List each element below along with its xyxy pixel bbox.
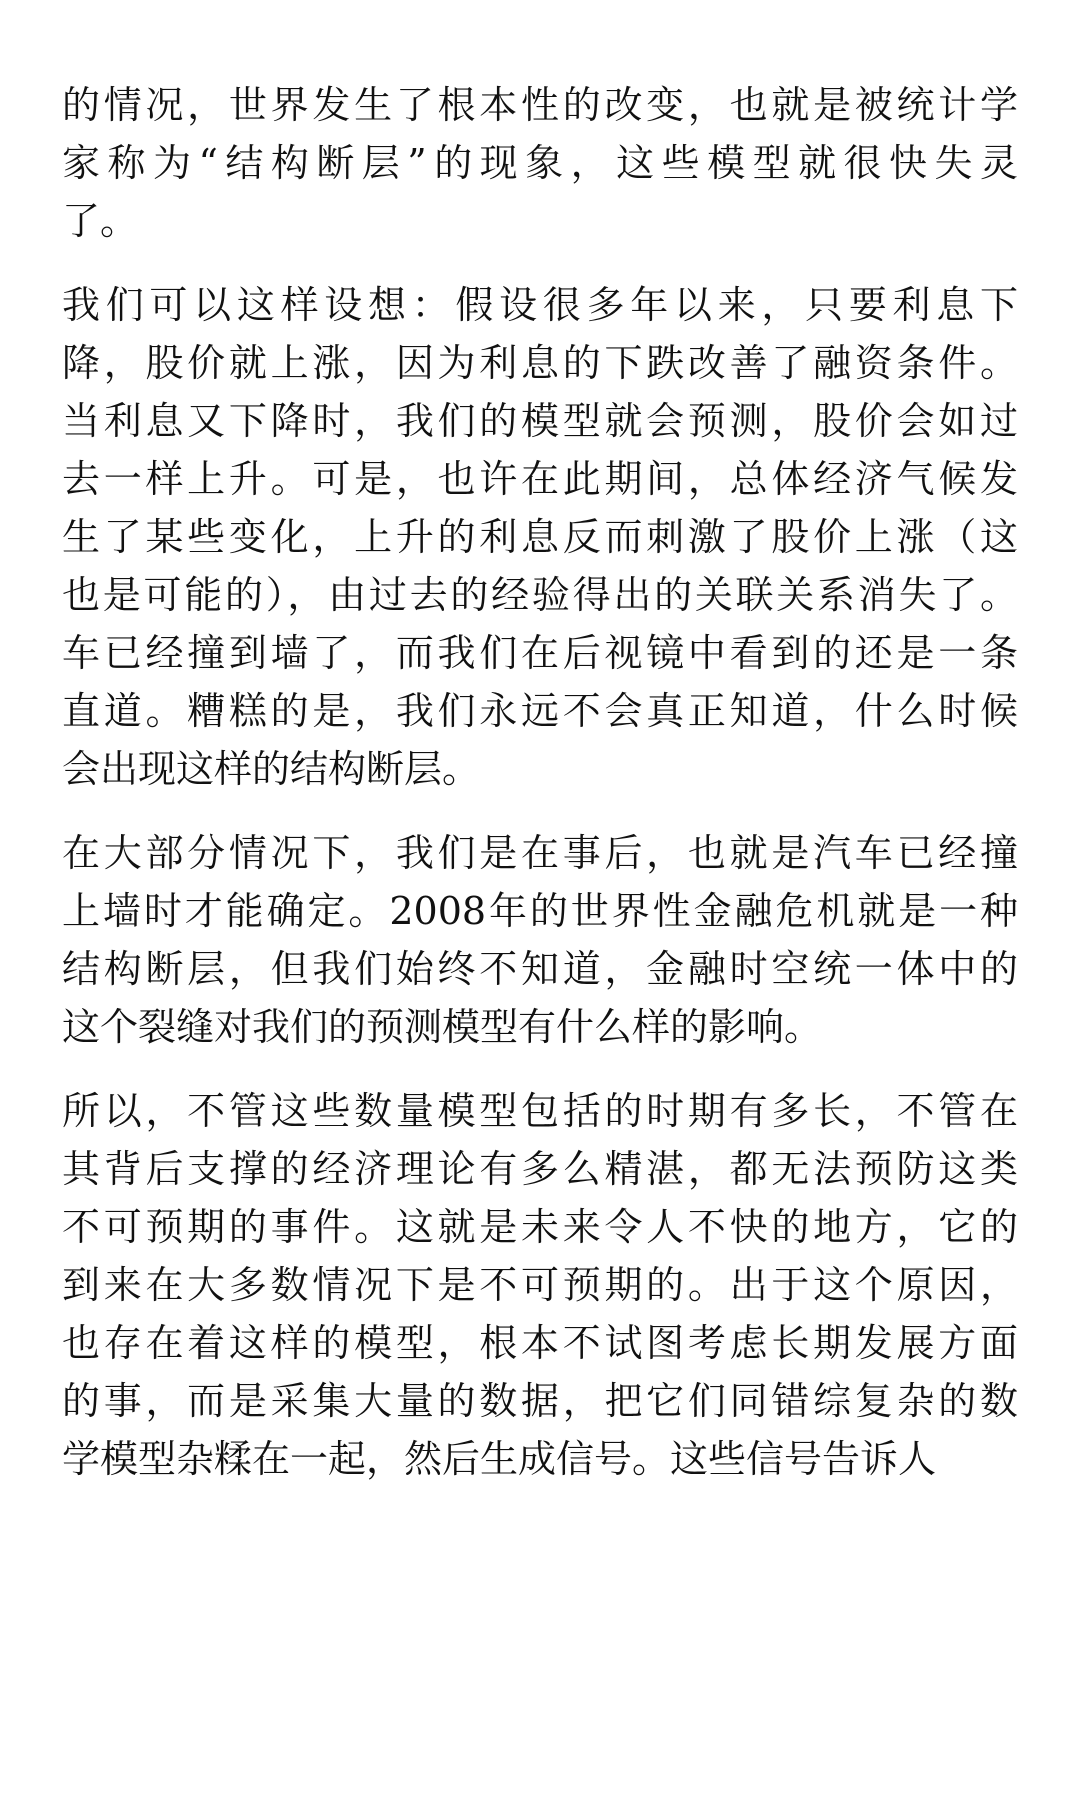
text-line: 去一样上升。可是，也许在此期间，总体经济气候发 [62,457,1018,501]
text-line: 我们可以这样设想：假设很多年以来，只要利息下 [62,283,1018,327]
text-line: 会出现这样的结构断层。 [62,747,481,791]
text-line: 到来在大多数情况下是不可预期的。出于这个原因， [62,1263,1018,1307]
text-line: 车已经撞到墙了，而我们在后视镜中看到的还是一条 [62,631,1018,675]
paragraph-3 [62,824,1018,1056]
text-line: 降，股价就上涨，因为利息的下跌改善了融资条件。 [62,341,1018,385]
text-line: 学模型杂糅在一起，然后生成信号。这些信号告诉人 [62,1437,937,1481]
text-line: 生了某些变化，上升的利息反而刺激了股价上涨（这 [62,515,1018,559]
text-line: 在大部分情况下，我们是在事后，也就是汽车已经撞 [62,831,1018,875]
paragraph-2 [62,276,1018,798]
text-line: 不可预期的事件。这就是未来令人不快的地方，它的 [62,1205,1018,1249]
paragraph-1 [62,76,1018,250]
text-line: 的情况，世界发生了根本性的改变，也就是被统计学 [62,83,1018,127]
text-line: 的事，而是采集大量的数据，把它们同错综复杂的数 [62,1379,1018,1423]
text-line: 其背后支撑的经济理论有多么精湛，都无法预防这类 [62,1147,1018,1191]
text-line: 上墙时才能确定。2008年的世界性金融危机就是一种 [62,889,1018,933]
text-line: 了。 [62,199,139,243]
paragraph-4 [62,1082,1018,1488]
text-line: 直道。糟糕的是，我们永远不会真正知道，什么时候 [62,689,1018,733]
text-line: 家称为“结构断层”的现象，这些模型就很快失灵 [62,141,1018,185]
text-line: 当利息又下降时，我们的模型就会预测，股价会如过 [62,399,1018,443]
text-line: 结构断层，但我们始终不知道，金融时空统一体中的 [62,947,1018,991]
text-line: 也是可能的），由过去的经验得出的关联关系消失了。 [62,573,1018,617]
text-line: 所以，不管这些数量模型包括的时期有多长，不管在 [62,1089,1018,1133]
text-line: 也存在着这样的模型，根本不试图考虑长期发展方面 [62,1321,1018,1365]
text-line: 这个裂缝对我们的预测模型有什么样的影响。 [62,1005,823,1049]
